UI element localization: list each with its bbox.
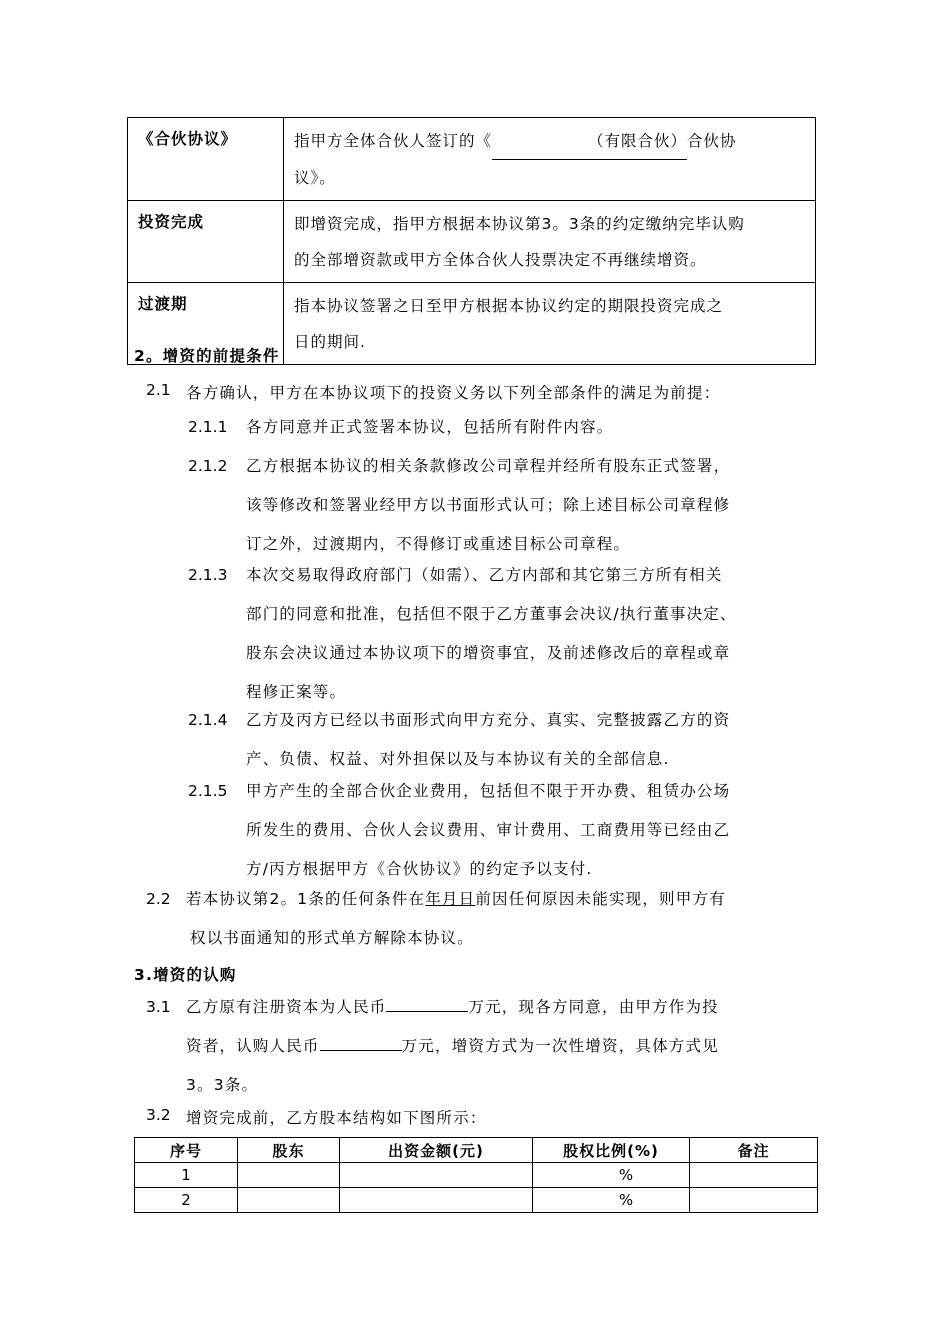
blank-underline [386,994,468,1012]
text-span: 前因任何原因未能实现，则甲方有 [475,890,726,908]
definition-line: 指本协议签署之日至甲方根据本协议约定的期限投资完成之 [294,297,724,315]
definition-line: 议》。 [294,169,336,187]
text-line [186,988,719,1027]
underlined-date: 年月日 [425,890,476,908]
text-span: 万元，增资方式为一次性增资，具体方式见 [401,1037,719,1055]
table-cell [690,1188,818,1213]
clause-text: 增资完成前，乙方股本结构如下图所示： [186,1109,487,1127]
table-cell: % [533,1163,690,1188]
equity-table [134,1137,818,1213]
clause-number: 3.1 [146,998,171,1016]
clause-text [186,880,726,958]
text-span: 乙方原有注册资本为人民币 [186,998,387,1016]
definition-line: 日的期间. [294,333,366,351]
clause-text [246,772,730,889]
text-line: 所发生的费用、合伙人会议费用、审计费用、工商费用等已经由乙 [246,821,731,839]
definition-text: 合伙协 [687,132,737,150]
column-header: 备注 [690,1138,818,1163]
column-header: 股权比例(%) [533,1138,690,1163]
table-cell [340,1163,533,1188]
text-line: 权以书面通知的形式单方解除本协议。 [190,929,474,947]
clause-text [246,701,730,779]
clause-text [246,556,737,712]
definition-line [294,123,807,160]
table-cell [340,1188,533,1213]
column-header: 股东 [238,1138,340,1163]
clause-text [246,408,613,447]
clause-number: 3.2 [146,1106,171,1124]
clause-text: 各方确认，甲方在本协议项下的投资义务以下列全部条件的满足为前提： [186,384,721,402]
text-line: 3。3条。 [186,1076,259,1094]
definition-line: 即增资完成，指甲方根据本协议第3。3条的约定缴纳完毕认购 [294,215,745,233]
text-line: 产、负债、权益、对外担保以及与本协议有关的全部信息. [246,750,670,768]
clause-number: 2.1.5 [188,782,228,800]
text-span: 若本协议第2。1条的任何条件在 [186,890,426,908]
text-line: 订之外，过渡期内，不得修订或重述目标公司章程。 [246,535,631,553]
table-row [135,1163,818,1188]
clause-number: 2.1.4 [188,711,228,729]
table-row [135,1188,818,1213]
table-cell [690,1163,818,1188]
clause-number: 2.1.2 [188,457,228,475]
clause-number: 2.1.3 [188,566,228,584]
table-cell [238,1188,340,1213]
table-row [128,118,816,201]
blank-underline [320,1033,402,1051]
definition-cell [284,283,816,365]
table-cell [238,1163,340,1188]
table-cell: 2 [135,1188,238,1213]
section-heading: 2。增资的前提条件 [134,347,280,365]
text-line: 各方同意并正式签署本协议，包括所有附件内容。 [246,418,614,436]
text-line: 程修正案等。 [246,683,347,701]
table-header-row [135,1138,818,1163]
text-line [186,880,726,919]
definition-text: 指甲方全体合伙人签订的《 [294,132,493,150]
text-line: 本次交易取得政府部门（如需）、乙方内部和其它第三方所有相关 [246,566,723,584]
clause-text [246,447,730,564]
text-line: 方/丙方根据甲方《合伙协议》的约定予以支付. [246,860,593,878]
underlined-text: （有限合伙） [588,132,688,150]
term-cell: 《合伙协议》 [128,118,284,201]
clause-number: 2.1.1 [188,418,228,436]
text-line: 甲方产生的全部合伙企业费用，包括但不限于开办费、租赁办公场 [246,782,731,800]
text-line: 部门的同意和批准，包括但不限于乙方董事会决议/执行董事决定、 [246,605,737,623]
section-heading: 3.增资的认购 [134,966,237,984]
table-cell: % [533,1188,690,1213]
text-line: 股东会决议通过本协议项下的增资事宜，及前述修改后的章程或章 [246,644,731,662]
definitions-table [127,117,816,365]
definition-cell [284,118,816,201]
term-cell: 过渡期 [128,283,284,365]
clause-number: 2.2 [146,890,171,908]
column-header: 出资金额(元) [340,1138,533,1163]
text-line: 该等修改和签署业经甲方以书面形式认可；除上述目标公司章程修 [246,496,731,514]
text-span: 万元，现各方同意，由甲方作为投 [468,998,719,1016]
column-header: 序号 [135,1138,238,1163]
clause-number: 2.1 [146,381,171,399]
clause-text [186,988,719,1105]
definition-cell [284,201,816,283]
text-line [186,1027,719,1066]
blank-underline [492,123,687,160]
text-span: 资者，认购人民币 [186,1037,320,1055]
table-cell: 1 [135,1163,238,1188]
definition-line: 的全部增资款或甲方全体合伙人投票决定不再继续增资。 [294,251,707,269]
text-line: 乙方根据本协议的相关条款修改公司章程并经所有股东正式签署， [246,457,731,475]
term-cell: 投资完成 [128,201,284,283]
table-row [128,201,816,283]
text-line: 乙方及丙方已经以书面形式向甲方充分、真实、完整披露乙方的资 [246,711,731,729]
